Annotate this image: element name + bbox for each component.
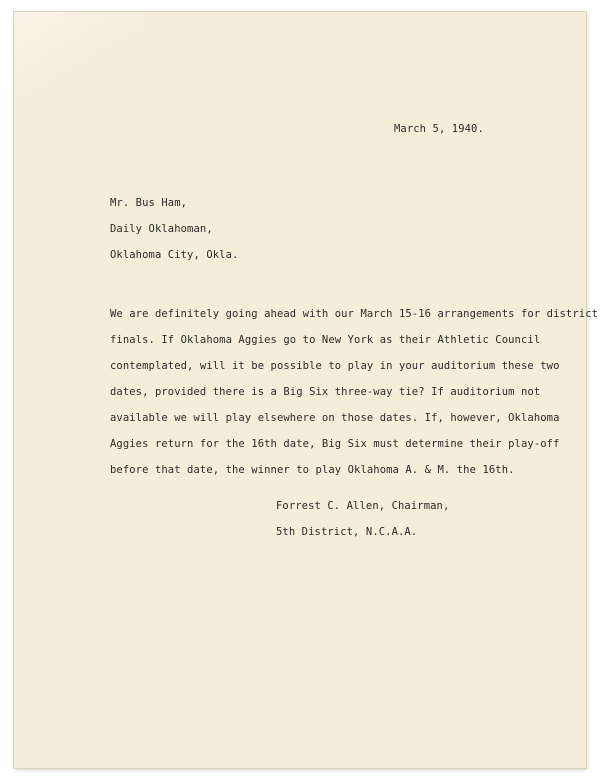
body-line: before that date, the winner to play Oklahoma A. & M. the 16th. [110, 464, 515, 476]
signature-title: 5th District, N.C.A.A. [276, 526, 418, 538]
recipient-organization: Daily Oklahoman, [110, 223, 213, 235]
recipient-name: Mr. Bus Ham, [110, 197, 188, 209]
body-line: finals. If Oklahoma Aggies go to New York as their Athletic Council [110, 334, 541, 346]
letter-page [14, 12, 599, 768]
paper-fold-highlight [14, 12, 144, 102]
letter-date: March 5, 1940. [394, 123, 484, 135]
body-line: We are definitely going ahead with our March 15-16 arrangements for district [110, 308, 599, 320]
body-line: available we will play elsewhere on those dates. If, however, Oklahoma [110, 412, 560, 424]
body-line: dates, provided there is a Big Six three-way tie? If auditorium not [110, 386, 541, 398]
recipient-city: Oklahoma City, Okla. [110, 249, 239, 261]
signature-name: Forrest C. Allen, Chairman, [276, 500, 450, 512]
body-line: Aggies return for the 16th date, Big Six must determine their play-off [110, 438, 560, 450]
body-line: contemplated, will it be possible to play in your auditorium these two [110, 360, 560, 372]
